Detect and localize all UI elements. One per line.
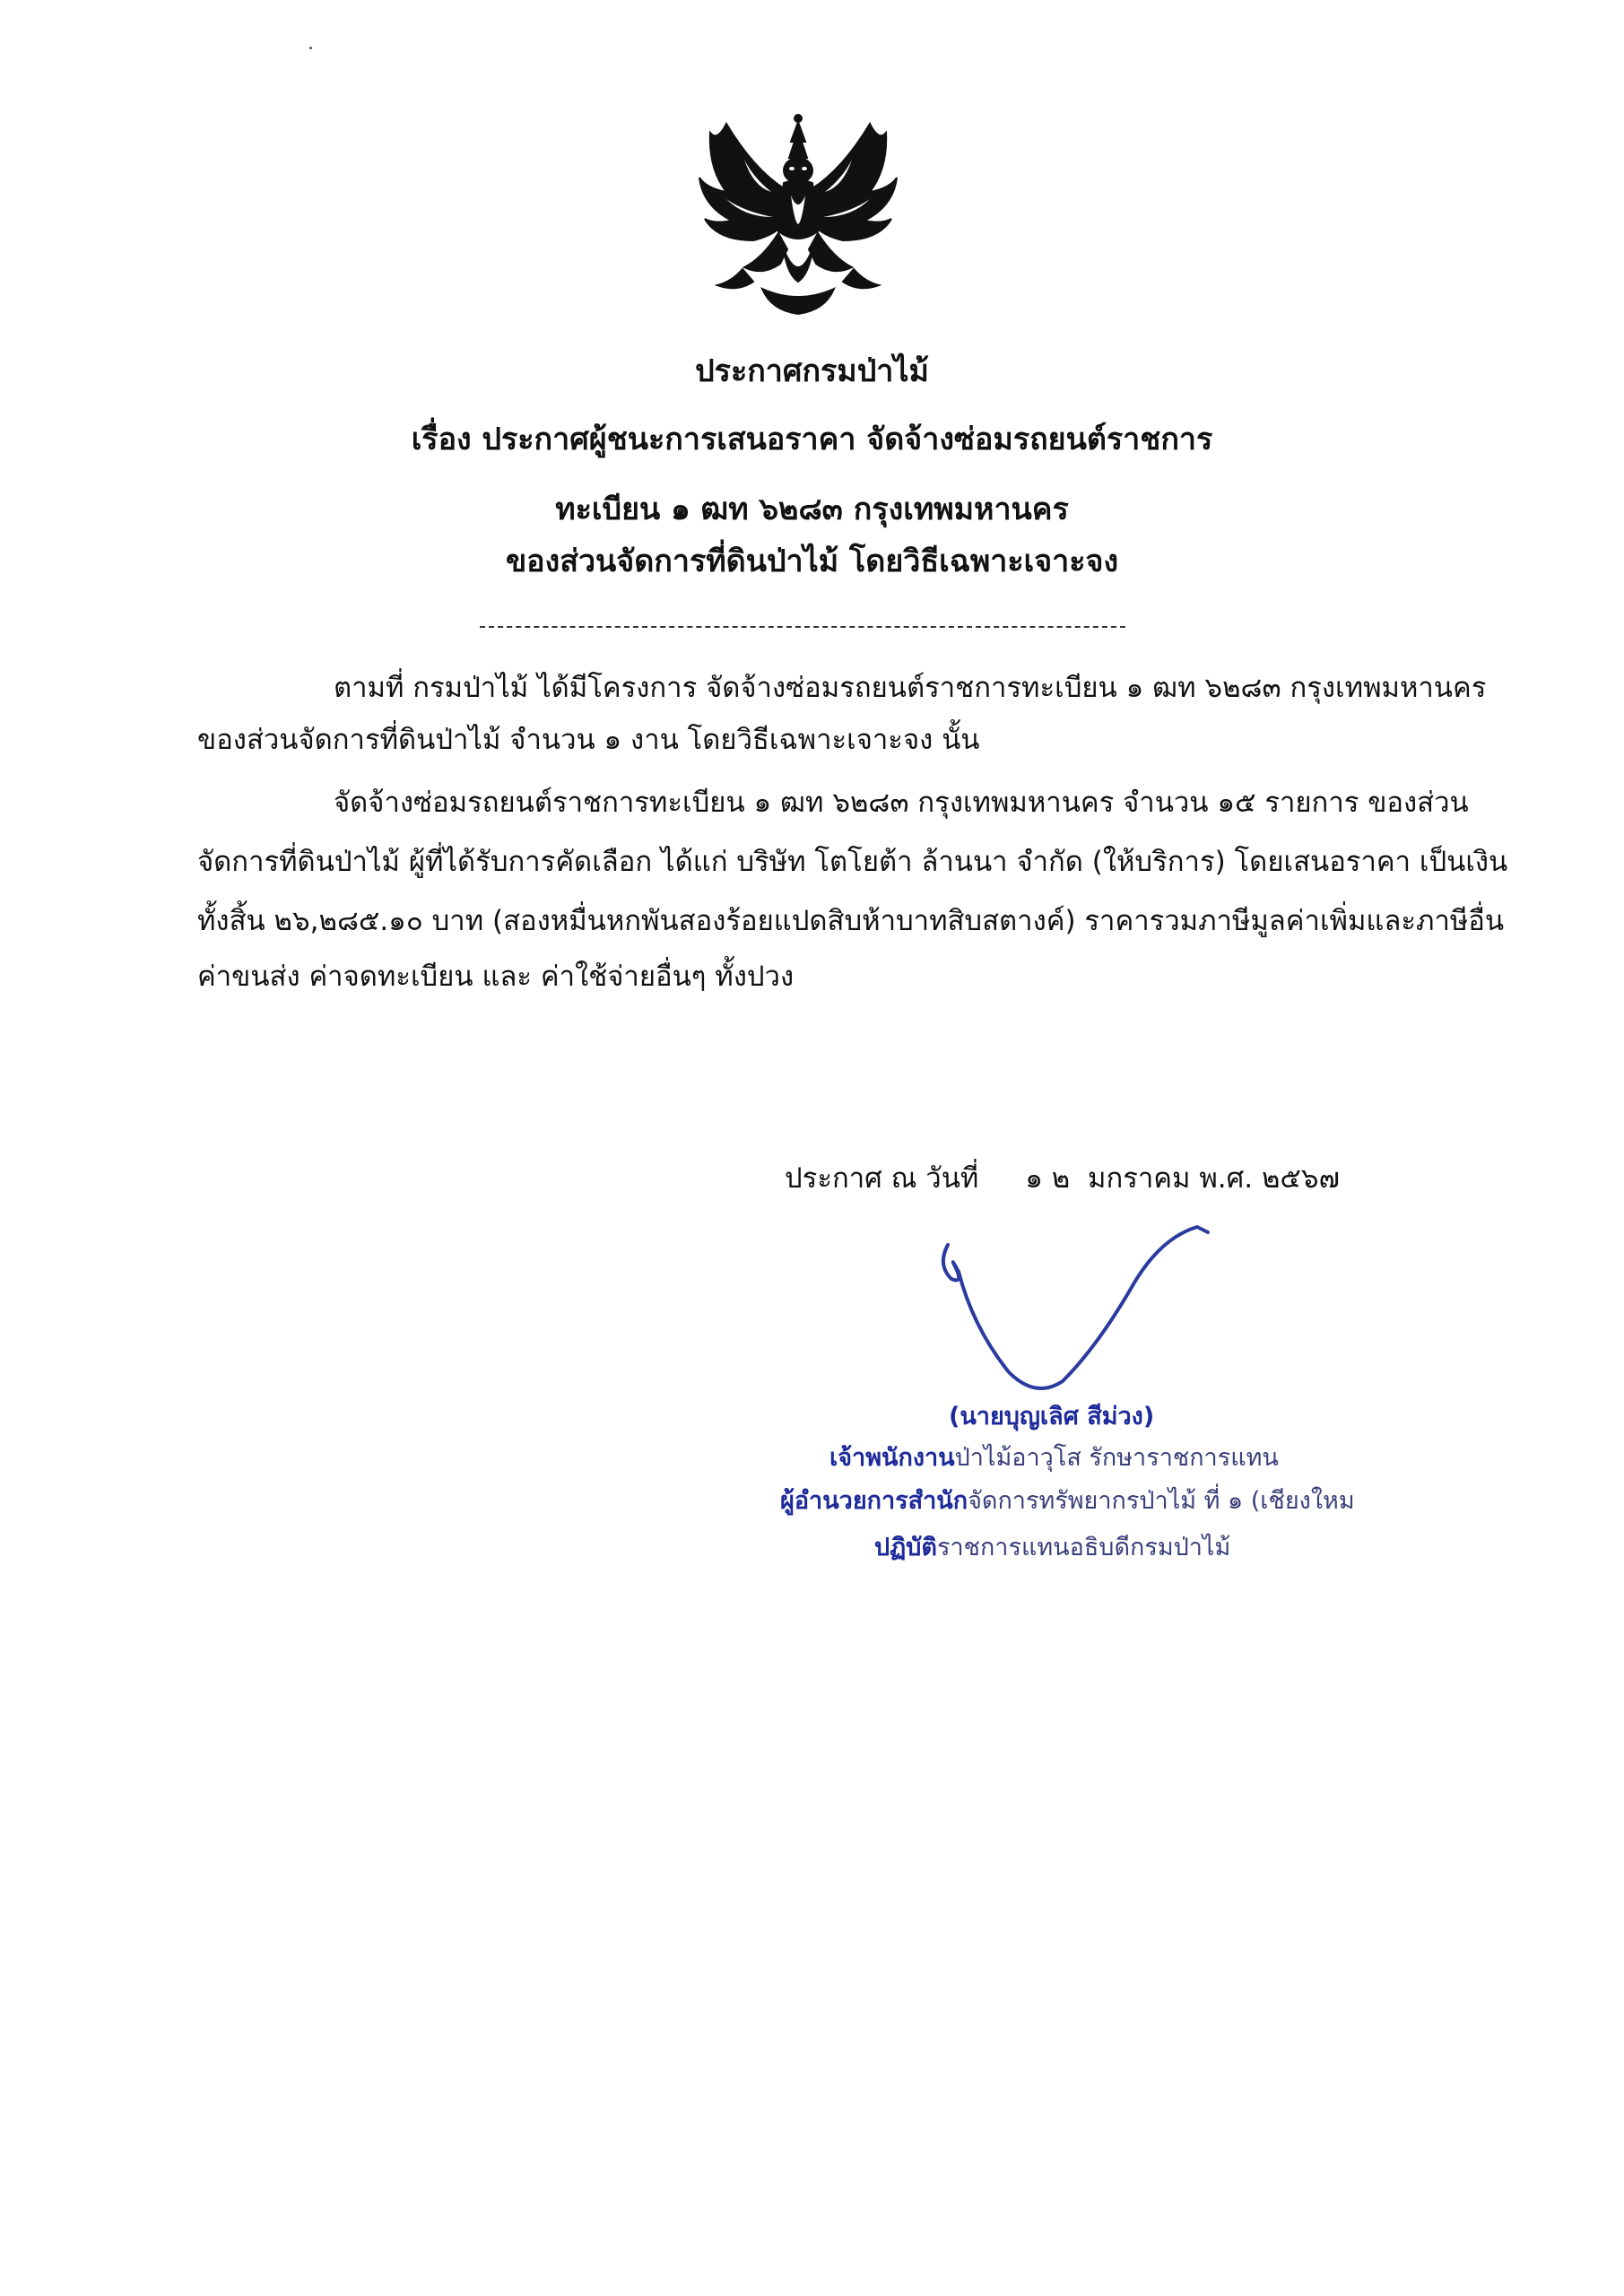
- signer-duty-bold: ปฏิบัติ: [874, 1534, 937, 1561]
- signer-role: [780, 1485, 1355, 1518]
- announcement-date: [785, 1160, 1340, 1197]
- heading-divider: [480, 626, 1125, 628]
- signer-role-bold: ผู้อำนวยการสำนัก: [780, 1487, 968, 1515]
- signer-position-rest: ป่าไม้อาวุโส รักษาราชการแทน: [954, 1444, 1279, 1472]
- handwritten-signature: [928, 1220, 1233, 1408]
- garuda-emblem-icon: [690, 106, 906, 321]
- date-prefix: ประกาศ ณ วันที่: [785, 1162, 979, 1195]
- signer-duty: [874, 1532, 1230, 1564]
- paragraph-2-line-4: ค่าขนส่ง ค่าจดทะเบียน และ ค่าใช้จ่ายอื่นๆ ทั้งปวง: [197, 961, 795, 993]
- signer-name: [949, 1401, 1154, 1433]
- signer-position-bold: เจ้าพนักงาน: [829, 1444, 955, 1472]
- date-day: ๑ ๒: [1025, 1162, 1071, 1195]
- signer-name-text: (นายบุญเลิศ สีม่วง): [949, 1403, 1155, 1431]
- subject-line-1: เรื่อง ประกาศผู้ชนะการเสนอราคา จัดจ้างซ่อมรถยนต์ราชการ: [411, 422, 1213, 457]
- paragraph-1-line-2: ของส่วนจัดการที่ดินป่าไม้ จำนวน ๑ งาน โดยวิธีเฉพาะเจาะจง นั้น: [197, 724, 980, 756]
- paragraph-1-line-1: ตามที่ กรมป่าไม้ ได้มีโครงการ จัดจ้างซ่อมรถยนต์ราชการทะเบียน ๑ ฒท ๖๒๘๓ กรุงเทพมหานคร: [334, 672, 1487, 704]
- subject-line-2: ทะเบียน ๑ ฒท ๖๒๘๓ กรุงเทพมหานคร: [555, 491, 1069, 527]
- signer-duty-rest: ราชการแทนอธิบดีกรมป่าไม้: [936, 1534, 1231, 1561]
- scan-speck: [309, 47, 312, 49]
- document-title: ประกาศกรมป่าไม้: [695, 353, 929, 389]
- signer-position: [829, 1442, 1279, 1474]
- subject-line-3: ของส่วนจัดการที่ดินป่าไม้ โดยวิธีเฉพาะเจาะจง: [505, 544, 1119, 579]
- paragraph-2-line-3: ทั้งสิ้น ๒๖,๒๘๕.๑๐ บาท (สองหมื่นหกพันสองร้อยแปดสิบห้าบาทสิบสตางค์) ราคารวมภาษีมูลค่าเพิ่มและภาษีอื่น: [197, 905, 1505, 937]
- paragraph-2-line-2: จัดการที่ดินป่าไม้ ผู้ที่ได้รับการคัดเลือก ได้แก่ บริษัท โตโยต้า ล้านนา จำกัด (ให้บริการ) โดยเสนอราคา เป็นเงิน: [197, 846, 1508, 878]
- paragraph-2-line-1: จัดจ้างซ่อมรถยนต์ราชการทะเบียน ๑ ฒท ๖๒๘๓ กรุงเทพมหานคร จำนวน ๑๕ รายการ ของส่วน: [334, 787, 1469, 819]
- signer-role-rest: จัดการทรัพยากรป่าไม้ ที่ ๑ (เชียงใหม: [968, 1487, 1355, 1515]
- date-month-year: มกราคม พ.ศ. ๒๕๖๗: [1088, 1162, 1340, 1195]
